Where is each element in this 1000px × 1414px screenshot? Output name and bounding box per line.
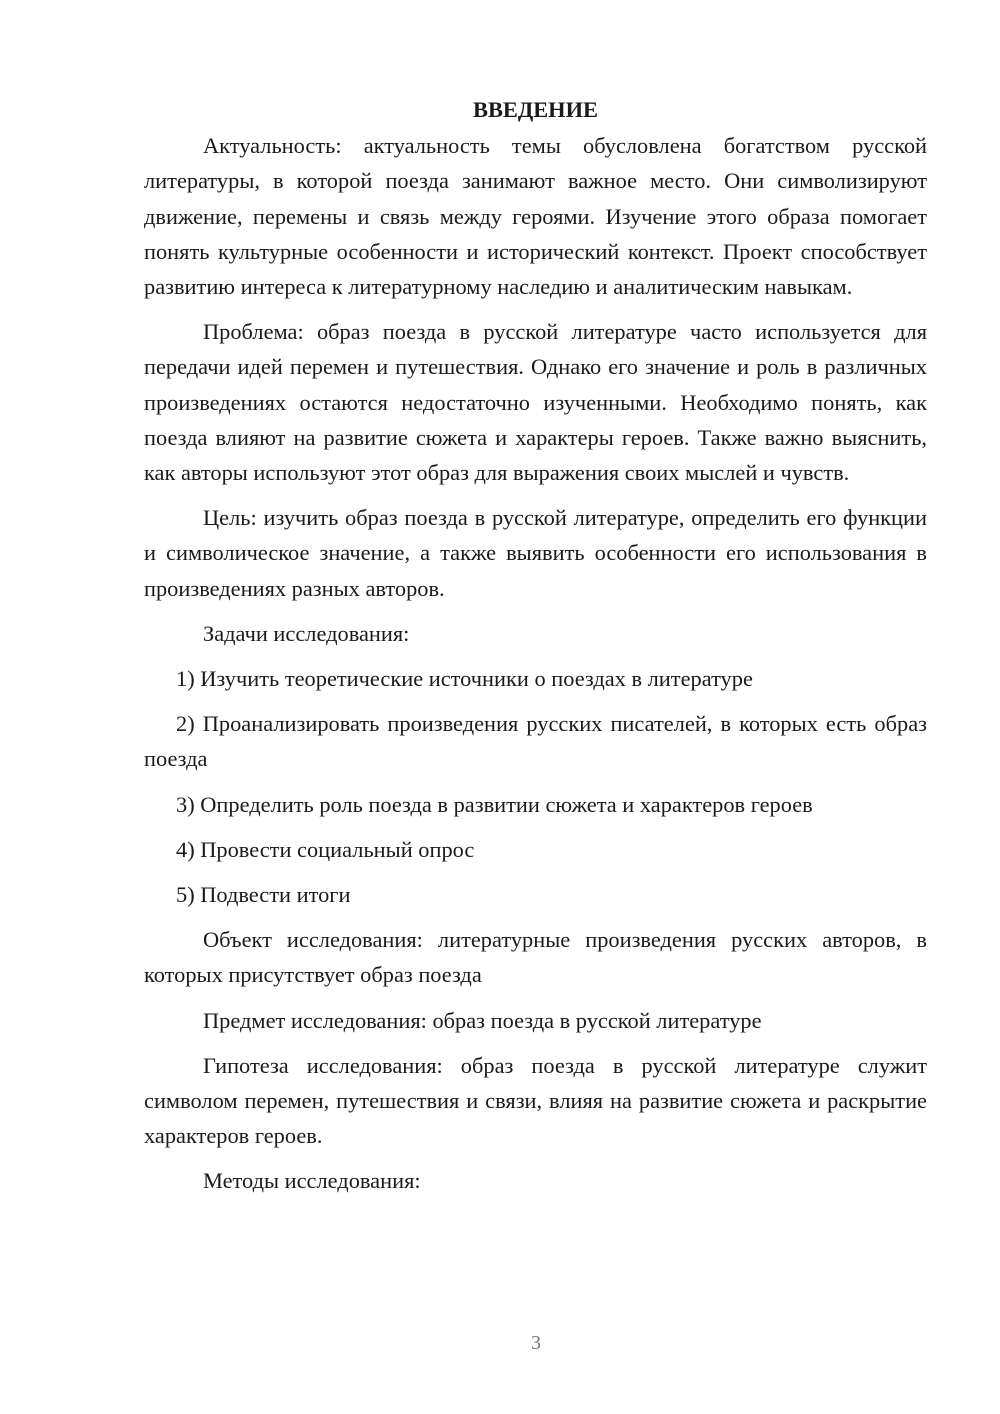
tasks-heading: Задачи исследования: (203, 620, 410, 646)
page-title: ВВЕДЕНИЕ (473, 97, 598, 122)
page-content (144, 92, 927, 1209)
task-item-5: 5) Подвести итоги (176, 882, 351, 908)
hypothesis-paragraph: Гипотеза исследования: образ поезда в русской литературе служит символом перемен, путешествия и связи, влияя на развитие сюжета и раскрытие характеров героев. (144, 1052, 927, 1149)
goal-paragraph: Цель: изучить образ поезда в русской литературе, определить его функции и символическое значение, а также выявить особенности его использования в произведениях разных авторов. (144, 505, 927, 601)
task-item-1: 1) Изучить теоретические источники о поездах в литературе (176, 666, 753, 692)
task-item-4: 4) Провести социальный опрос (176, 836, 475, 862)
page-number: 3 (531, 1332, 541, 1354)
object-paragraph: Объект исследования: литературные произведения русских авторов, в которых присутствует образ поезда (144, 927, 927, 988)
task-item-2: 2) Проанализировать произведения русских писателей, в которых есть образ поезда (144, 711, 927, 772)
subject-paragraph: Предмет исследования: образ поезда в русской литературе (203, 1007, 762, 1033)
task-item-3: 3) Определить роль поезда в развитии сюжета и характеров героев (176, 791, 813, 817)
relevance-paragraph: Актуальность: актуальность темы обусловлена богатством русской литературы, в которой поезда занимают важное место. Они символизируют движение, перемены и связь между героями. Изучение этого образа помогает понять культурные особенности и исторический контекст. Проект способствует развитию интереса к литературному наследию и аналитическим навыкам. (144, 133, 927, 300)
problem-paragraph: Проблема: образ поезда в русской литературе часто используется для передачи идей перемен и путешествия. Однако его значение и роль в различных произведениях остаются недостаточно изученными. Необходимо понять, как поезда влияют на развитие сюжета и характеры героев. Также важно выяснить, как авторы используют этот образ для выражения своих мыслей и чувств. (144, 319, 927, 486)
methods-heading: Методы исследования: (203, 1168, 421, 1194)
